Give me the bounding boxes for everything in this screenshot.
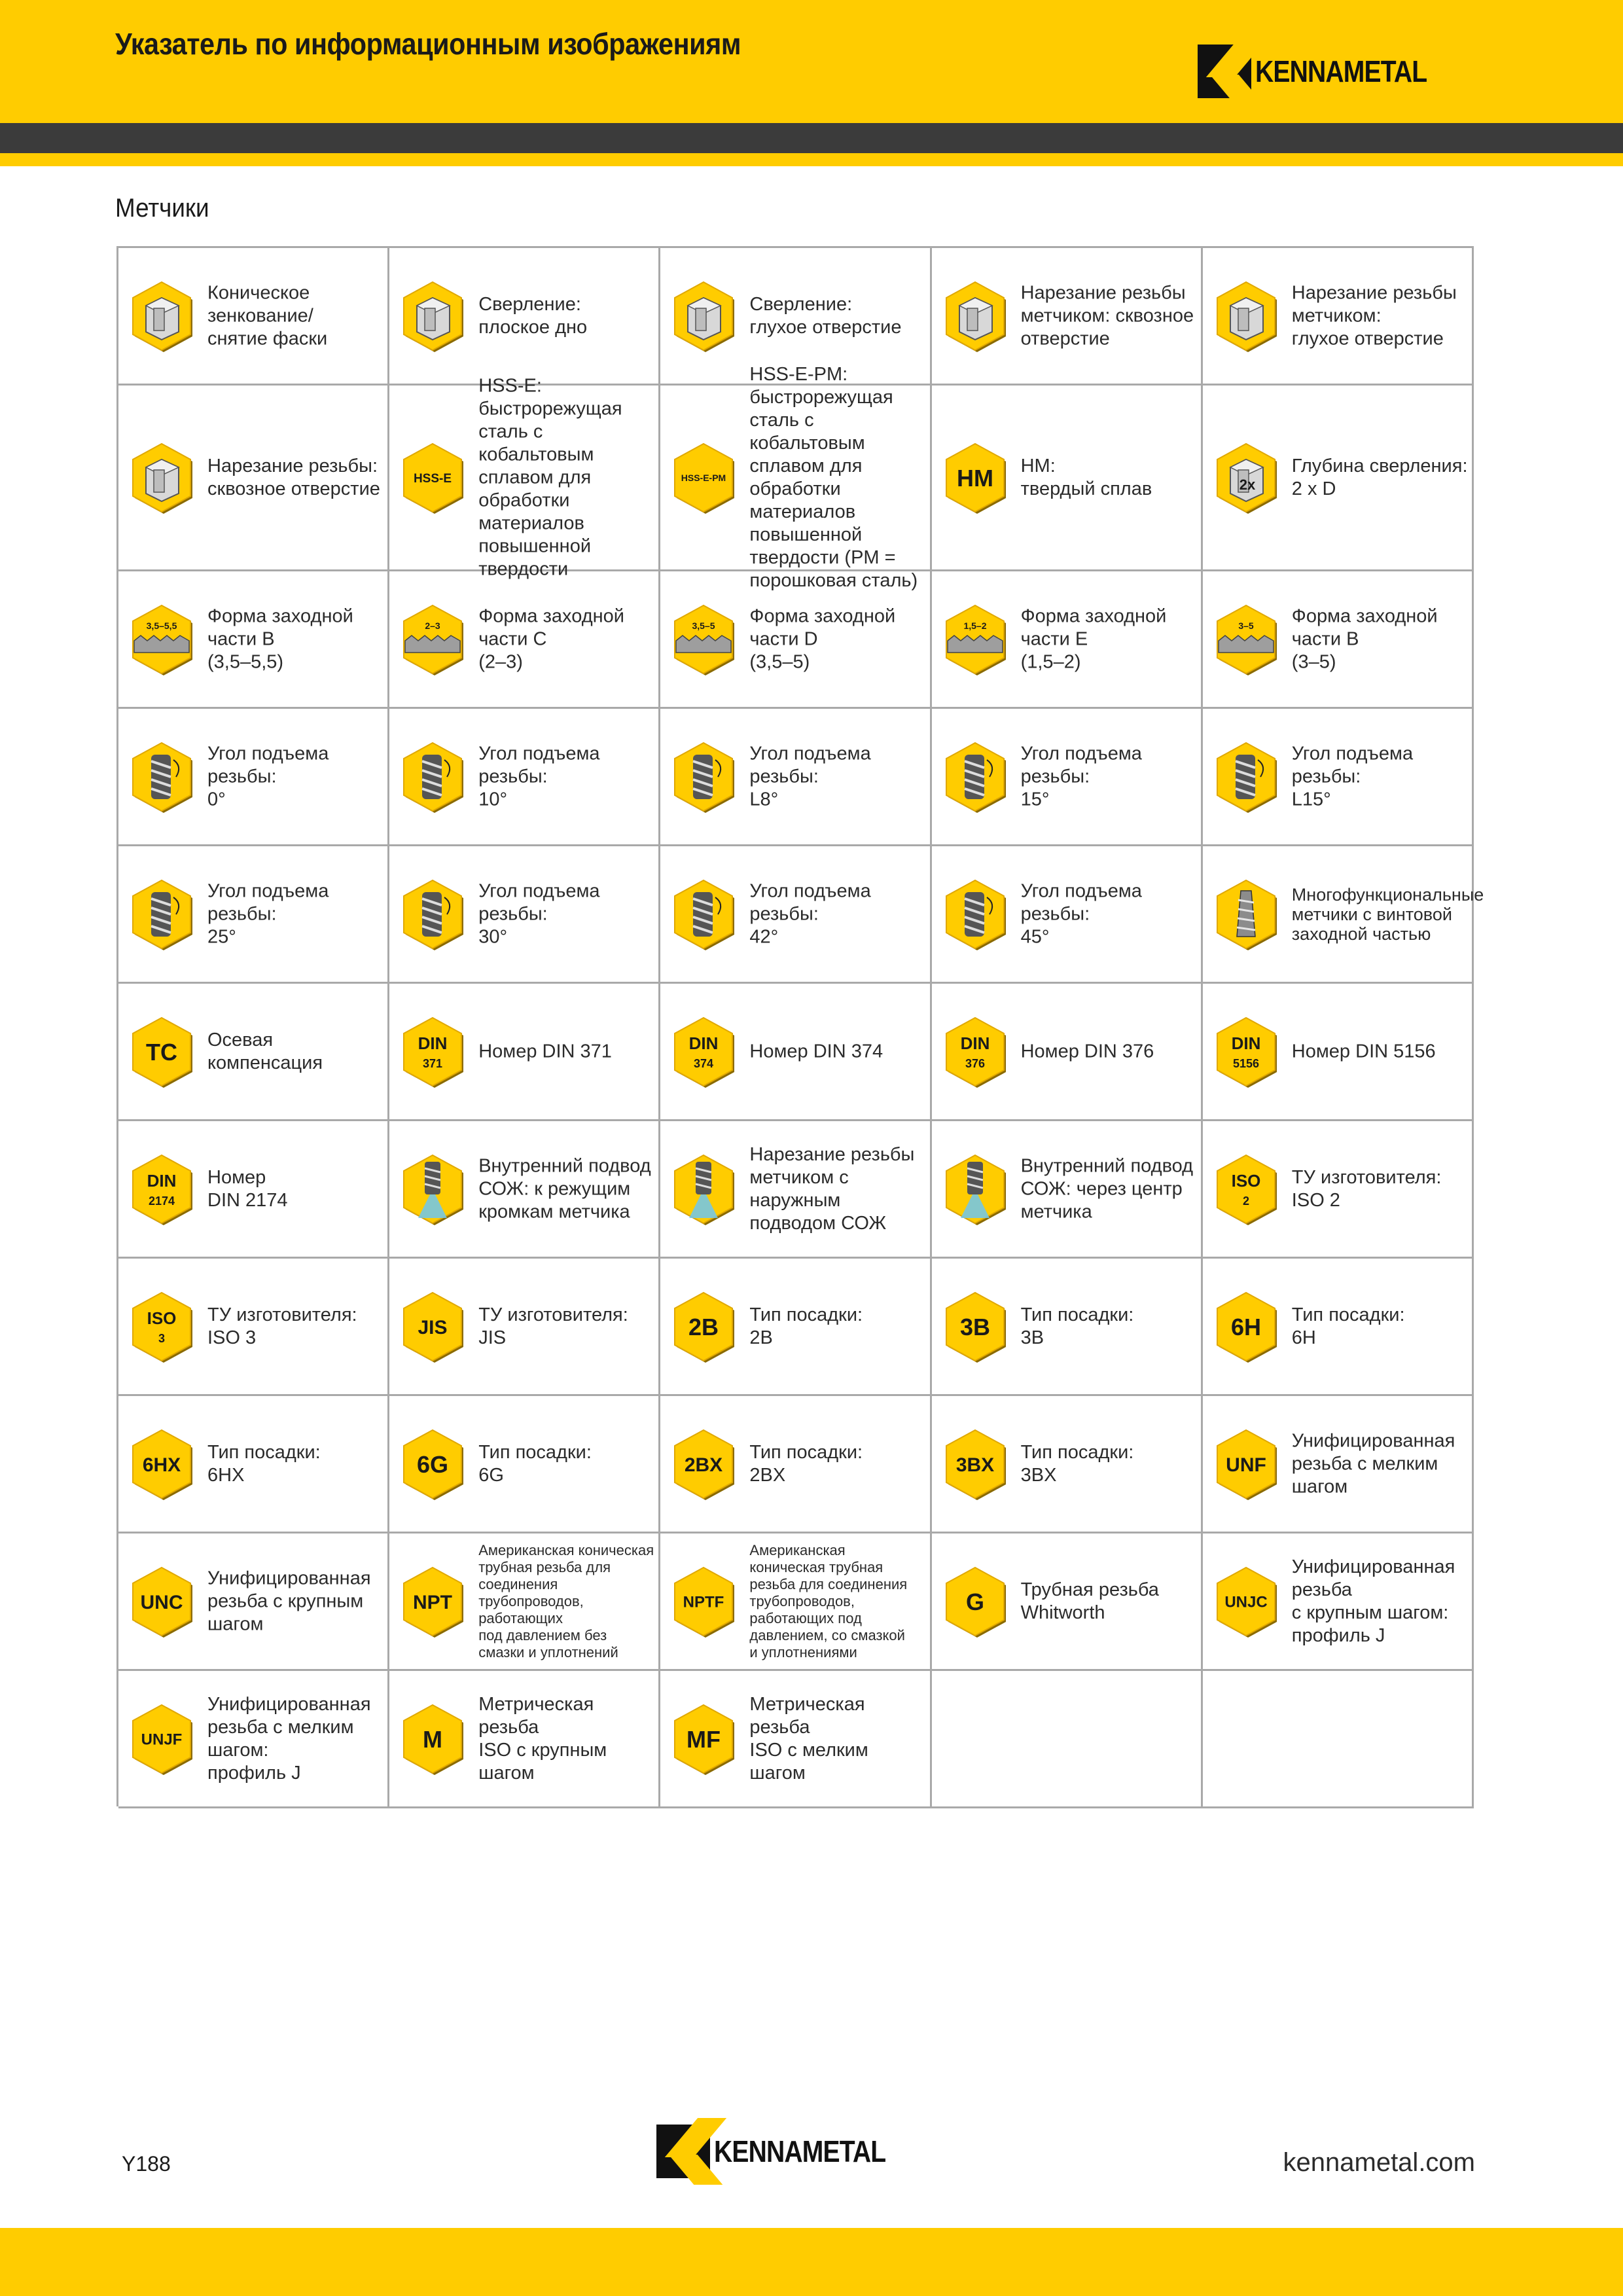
coolant-icon — [941, 1153, 1009, 1226]
legend-label: Угол подъема резьбы: L15° — [1291, 743, 1414, 810]
legend-cell — [389, 709, 660, 846]
legend-label: HM: твердый сплав — [1020, 455, 1152, 499]
icon-code-text: 6H — [1230, 1313, 1261, 1340]
icon-code-text: DIN — [1231, 1033, 1261, 1053]
legend-cell — [118, 248, 389, 386]
legend-label: Угол подъема резьбы: 10° — [478, 743, 600, 810]
kennametal-logo — [1198, 45, 1457, 98]
icon-code-text: 2x — [1239, 476, 1256, 493]
legend-cell — [932, 1534, 1203, 1671]
legend-cell — [932, 1121, 1203, 1259]
legend-label: Нарезание резьбы метчиком: сквозное отверстие — [1020, 282, 1194, 349]
legend-cell — [1203, 1259, 1474, 1396]
legend-label: Нарезание резьбы метчиком: глухое отверстие — [1291, 282, 1457, 349]
legend-cell — [1203, 846, 1484, 984]
helix-angle-icon — [1212, 740, 1280, 814]
header-dark-band — [0, 123, 1623, 153]
legend-label: HSS-E: быстрорежущая сталь с кобальтовым сплавом для обработки материалов повышенной твердости — [478, 375, 622, 579]
icon-code-text: UNJF — [141, 1731, 183, 1749]
hexagon-badge-icon — [1212, 1565, 1280, 1638]
chamfer-form-icon — [128, 603, 196, 676]
website-link[interactable]: kennametal.com — [1283, 2148, 1475, 2177]
legend-label: Коническое зенкование/ снятие фаски — [207, 282, 328, 349]
legend-label: Номер DIN 371 — [478, 1041, 612, 1062]
legend-label: Форма заходной части E (1,5–2) — [1020, 605, 1167, 672]
icon-code-text: 3B — [959, 1313, 990, 1340]
legend-cell — [118, 984, 389, 1121]
legend-label: Тип посадки: 3BX — [1020, 1441, 1134, 1486]
icon-code-text: JIS — [418, 1316, 448, 1338]
legend-label: Тип посадки: 6G — [478, 1441, 592, 1486]
legend-label: Тип посадки: 2B — [749, 1304, 863, 1348]
legend-label: Форма заходной части B (3,5–5,5) — [207, 605, 353, 672]
hexagon-badge-icon — [669, 1427, 738, 1501]
icon-sub-text: 3 — [158, 1331, 166, 1345]
legend-label: Тип посадки: 6HX — [207, 1441, 321, 1486]
legend-label: ТУ изготовителя: JIS — [478, 1304, 628, 1348]
icon-code-text: ISO — [147, 1308, 177, 1328]
page-number: Y188 — [122, 2152, 171, 2176]
legend-label: Угол подъема резьбы: 15° — [1020, 743, 1142, 810]
legend-label: Угол подъема резьбы: 0° — [207, 743, 329, 810]
hexagon-badge-icon — [1212, 1427, 1280, 1501]
legend-label: HSS-E-PM: быстрорежущая сталь с кобальтовым сплавом для обработки материалов повышенной твердости (PM = порошковая сталь) — [749, 363, 918, 591]
legend-label: Тип посадки: 6H — [1291, 1304, 1405, 1348]
legend-label: Американская коническая трубная резьба для соединения трубопроводов, работающих под давлением, со смазкой и уплотнениями — [749, 1541, 908, 1660]
workpiece-cube-icon — [669, 279, 738, 353]
legend-cell — [660, 1396, 931, 1534]
workpiece-cube-icon — [399, 279, 467, 353]
chamfer-form-icon — [1212, 603, 1280, 676]
icon-sub-text: 376 — [965, 1056, 985, 1070]
helix-angle-icon — [669, 878, 738, 951]
legend-label: Тип посадки: 2BX — [749, 1441, 863, 1486]
legend-label: Американская коническая трубная резьба для соединения трубопроводов, работающих под давлением без смазки и уплотнений — [478, 1541, 654, 1660]
hexagon-badge-icon — [399, 441, 467, 514]
helix-angle-icon — [399, 878, 467, 951]
hexagon-badge-icon — [399, 1015, 467, 1088]
legend-label: Угол подъема резьбы: 25° — [207, 880, 329, 947]
workpiece-cube-icon — [128, 279, 196, 353]
legend-cell — [932, 1259, 1203, 1396]
legend-cell — [1203, 1396, 1474, 1534]
legend-label: Номер DIN 2174 — [207, 1166, 288, 1211]
legend-label: Нарезание резьбы метчиком с наружным подводом СОЖ — [749, 1143, 915, 1234]
header-yellow-stripe — [0, 153, 1623, 166]
legend-label: ТУ изготовителя: ISO 2 — [1291, 1166, 1442, 1211]
helix-angle-icon — [128, 740, 196, 814]
legend-cell — [660, 846, 931, 984]
legend-cell — [118, 846, 389, 984]
section-title: Метчики — [115, 194, 209, 223]
icon-code-text: UNF — [1225, 1454, 1266, 1476]
legend-label: Сверление: плоское дно — [478, 293, 588, 338]
hexagon-badge-icon — [1212, 1015, 1280, 1088]
legend-cell — [1203, 1121, 1474, 1259]
legend-cell — [389, 1671, 660, 1808]
legend-label: Метрическая резьба ISO с мелким шагом — [749, 1693, 868, 1784]
icon-code-text: 6G — [417, 1450, 449, 1478]
icon-code-text: DIN — [147, 1170, 177, 1191]
icon-code-text: 3,5–5 — [692, 620, 715, 631]
legend-cell — [660, 1671, 931, 1808]
hexagon-badge-icon — [128, 1290, 196, 1363]
hexagon-badge-icon — [669, 1290, 738, 1363]
legend-cell — [118, 1396, 389, 1534]
icon-code-text: MF — [687, 1725, 721, 1753]
legend-cell — [1203, 571, 1474, 709]
icon-code-text: NPT — [413, 1591, 453, 1613]
legend-cell — [1203, 386, 1474, 571]
legend-cell — [389, 571, 660, 709]
legend-cell — [389, 984, 660, 1121]
legend-cell — [932, 984, 1203, 1121]
icon-code-text: 1,5–2 — [963, 620, 987, 631]
helix-angle-icon — [941, 878, 1009, 951]
workpiece-cube-icon — [1212, 441, 1280, 514]
page-footer-band — [0, 2228, 1623, 2296]
legend-label: Номер DIN 376 — [1020, 1041, 1154, 1062]
icon-code-text: HM — [956, 464, 993, 492]
icon-code-text: HSS-E — [414, 471, 452, 486]
legend-label: Метрическая резьба ISO с крупным шагом — [478, 1693, 607, 1784]
hexagon-badge-icon — [399, 1565, 467, 1638]
icon-code-text: 2–3 — [425, 620, 440, 631]
legend-label: Угол подъема резьбы: L8° — [749, 743, 871, 810]
legend-cell — [1203, 1534, 1474, 1671]
legend-label: Трубная резьба Whitworth — [1020, 1579, 1159, 1623]
hexagon-badge-icon — [941, 1290, 1009, 1363]
legend-cell — [660, 1534, 931, 1671]
workpiece-cube-icon — [128, 441, 196, 514]
hexagon-badge-icon — [128, 1702, 196, 1776]
header-title: Указатель по информационным изображениям — [115, 27, 741, 61]
legend-label: Номер DIN 374 — [749, 1041, 883, 1062]
hexagon-badge-icon — [669, 1702, 738, 1776]
hexagon-badge-icon — [669, 1565, 738, 1638]
legend-label: Номер DIN 5156 — [1291, 1041, 1436, 1062]
hexagon-badge-icon — [941, 1015, 1009, 1088]
hexagon-badge-icon — [128, 1015, 196, 1088]
legend-label: Нарезание резьбы: сквозное отверстие — [207, 455, 380, 499]
icon-code-text: DIN — [689, 1033, 719, 1053]
chamfer-form-icon — [941, 603, 1009, 676]
icon-code-text: 3–5 — [1238, 620, 1254, 631]
legend-cell — [1203, 248, 1474, 386]
legend-cell — [1203, 709, 1474, 846]
hexagon-badge-icon — [1212, 1153, 1280, 1226]
hexagon-badge-icon — [128, 1565, 196, 1638]
k-logo-icon — [1198, 45, 1251, 98]
legend-cell — [118, 571, 389, 709]
legend-cell — [660, 363, 931, 591]
legend-cell — [389, 846, 660, 984]
k-logo-icon — [656, 2125, 710, 2178]
icon-code-text: M — [423, 1725, 443, 1753]
icon-code-text: 3BX — [955, 1454, 994, 1476]
legend-cell — [389, 375, 660, 579]
helix-angle-icon — [128, 878, 196, 951]
legend-label: Глубина сверления: 2 x D — [1291, 455, 1468, 499]
icon-sub-text: 2 — [1242, 1194, 1249, 1208]
helix-angle-icon — [669, 740, 738, 814]
legend-cell — [660, 984, 931, 1121]
legend-label: ТУ изготовителя: ISO 3 — [207, 1304, 357, 1348]
hexagon-badge-icon — [399, 1427, 467, 1501]
legend-cell — [389, 1534, 660, 1671]
brand-name: KENNAMETAL — [714, 2134, 886, 2168]
legend-label: Сверление: глухое отверстие — [749, 293, 902, 338]
chamfer-form-icon — [399, 603, 467, 676]
coolant-icon — [399, 1153, 467, 1226]
hexagon-badge-icon — [1212, 1290, 1280, 1363]
icon-code-text: 2B — [688, 1313, 719, 1340]
legend-cell — [118, 1534, 389, 1671]
coolant-icon — [669, 1153, 738, 1226]
icon-code-text: NPTF — [683, 1593, 724, 1611]
legend-cell — [932, 1396, 1203, 1534]
icon-code-text: DIN — [418, 1033, 448, 1053]
icon-legend-table — [116, 246, 1484, 1806]
icon-sub-text: 374 — [694, 1056, 714, 1070]
icon-code-text: G — [965, 1588, 984, 1615]
legend-cell — [389, 1259, 660, 1396]
icon-code-text: 3,5–5,5 — [146, 620, 177, 631]
icon-sub-text: 371 — [423, 1056, 443, 1070]
legend-label: Внутренний подвод СОЖ: к режущим кромкам метчика — [478, 1155, 651, 1222]
hexagon-badge-icon — [128, 1153, 196, 1226]
icon-sub-text: 5156 — [1232, 1056, 1259, 1070]
helix-angle-icon — [941, 740, 1009, 814]
legend-cell — [389, 1396, 660, 1534]
hexagon-badge-icon — [941, 441, 1009, 514]
legend-label: Форма заходной части C (2–3) — [478, 605, 624, 672]
legend-label: Унифицированная резьба с мелким шагом: профиль J — [207, 1693, 371, 1784]
legend-label: Форма заходной части B (3–5) — [1291, 605, 1438, 672]
icon-code-text: UNJC — [1224, 1593, 1268, 1611]
chamfer-form-icon — [669, 603, 738, 676]
icon-code-text: HSS-E-PM — [681, 472, 726, 483]
hexagon-badge-icon — [669, 441, 738, 514]
legend-label: Унифицированная резьба с мелким шагом — [1291, 1430, 1455, 1497]
legend-cell — [118, 1121, 389, 1259]
hexagon-badge-icon — [128, 1427, 196, 1501]
icon-code-text: TC — [146, 1038, 177, 1066]
multifunction-tap-icon — [1212, 878, 1280, 951]
hexagon-badge-icon — [399, 1290, 467, 1363]
legend-cell — [660, 571, 931, 709]
legend-cell — [932, 846, 1203, 984]
legend-label: Унифицированная резьба с крупным шагом: профиль J — [1291, 1556, 1455, 1646]
legend-label: Угол подъема резьбы: 45° — [1020, 880, 1142, 947]
legend-cell — [389, 1121, 660, 1259]
icon-code-text: 2BX — [685, 1454, 723, 1476]
legend-label: Угол подъема резьбы: 42° — [749, 880, 871, 947]
legend-cell — [118, 386, 389, 571]
legend-cell — [118, 1259, 389, 1396]
workpiece-cube-icon — [1212, 279, 1280, 353]
legend-cell — [1203, 984, 1474, 1121]
legend-label: Многофункциональные метчики с винтовой заходной частью — [1291, 884, 1484, 944]
hexagon-badge-icon — [669, 1015, 738, 1088]
kennametal-logo-footer — [656, 2125, 916, 2178]
legend-cell — [389, 248, 660, 386]
icon-code-text: DIN — [960, 1033, 990, 1053]
hexagon-badge-icon — [399, 1702, 467, 1776]
icon-code-text: 6HX — [142, 1454, 181, 1476]
legend-label: Тип посадки: 3B — [1020, 1304, 1134, 1348]
legend-cell — [1203, 1671, 1474, 1808]
legend-label: Угол подъема резьбы: 30° — [478, 880, 600, 947]
legend-label: Внутренний подвод СОЖ: через центр метчика — [1020, 1155, 1194, 1222]
hexagon-badge-icon — [941, 1565, 1009, 1638]
icon-code-text: UNC — [140, 1591, 183, 1613]
helix-angle-icon — [399, 740, 467, 814]
legend-label: Форма заходной части D (3,5–5) — [749, 605, 896, 672]
legend-cell — [932, 571, 1203, 709]
legend-label: Осевая компенсация — [207, 1029, 323, 1073]
legend-cell — [932, 248, 1203, 386]
legend-cell — [932, 709, 1203, 846]
legend-cell — [118, 1671, 389, 1808]
workpiece-cube-icon — [941, 279, 1009, 353]
legend-cell — [932, 1671, 1203, 1808]
icon-sub-text: 2174 — [148, 1194, 175, 1208]
legend-cell — [660, 1121, 931, 1259]
legend-label: Унифицированная резьба с крупным шагом — [207, 1568, 371, 1634]
legend-cell — [660, 1259, 931, 1396]
legend-cell — [932, 386, 1203, 571]
hexagon-badge-icon — [941, 1427, 1009, 1501]
brand-name: KENNAMETAL — [1255, 54, 1427, 88]
legend-cell — [660, 709, 931, 846]
icon-code-text: ISO — [1231, 1170, 1261, 1191]
legend-cell — [118, 709, 389, 846]
